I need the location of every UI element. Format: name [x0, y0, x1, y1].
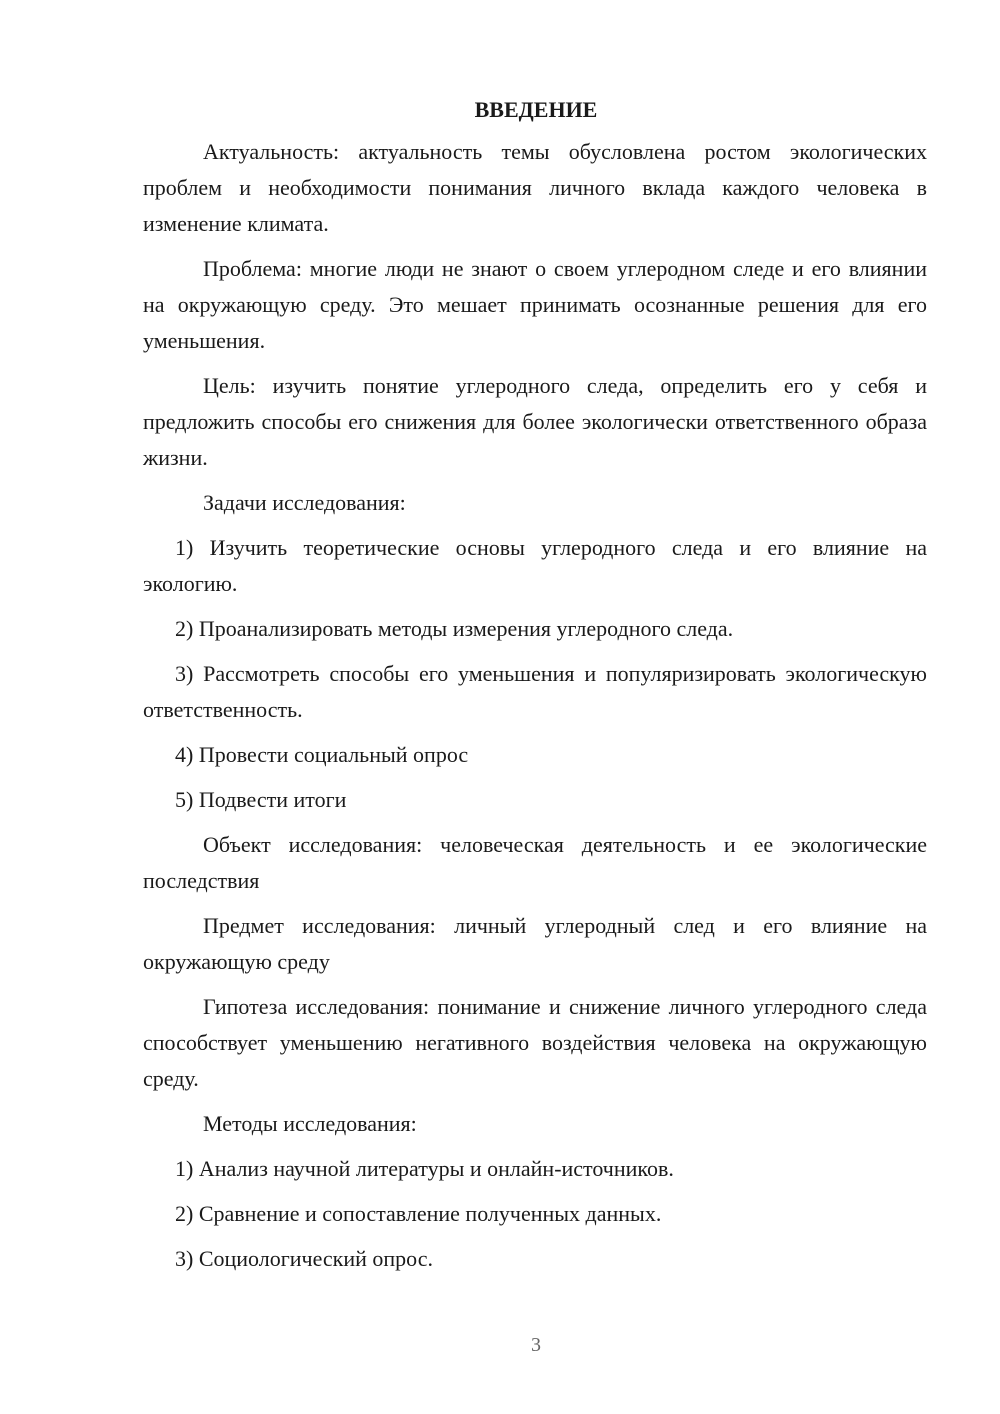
- relevance-paragraph: Актуальность: актуальность темы обусловлена ростом экологических проблем и необходимости понимания личного вклада каждого человека в изменение климата.: [143, 139, 927, 236]
- object-paragraph: Объект исследования: человеческая деятельность и ее экологические последствия: [143, 832, 927, 893]
- method-item: 2) Сравнение и сопоставление полученных данных.: [175, 1201, 662, 1226]
- problem-paragraph: Проблема: многие люди не знают о своем углеродном следе и его влиянии на окружающую среду. Это мешает принимать осознанные решения для его уменьшения.: [143, 256, 927, 353]
- page-number: 3: [531, 1334, 541, 1356]
- task-item: 3) Рассмотреть способы его уменьшения и популяризировать экологическую ответственность.: [143, 661, 927, 722]
- methods-heading: Методы исследования:: [203, 1111, 417, 1136]
- hypothesis-paragraph: Гипотеза исследования: понимание и снижение личного углеродного следа способствует уменьшению негативного воздействия человека на окружающую среду.: [143, 994, 927, 1091]
- section-title: ВВЕДЕНИЕ: [474, 97, 598, 122]
- goal-paragraph: Цель: изучить понятие углеродного следа, определить его у себя и предложить способы его снижения для более экологически ответственного образа жизни.: [143, 373, 927, 470]
- tasks-heading: Задачи исследования:: [203, 490, 406, 515]
- document-page: [143, 92, 927, 1286]
- subject-paragraph: Предмет исследования: личный углеродный след и его влияние на окружающую среду: [143, 913, 927, 974]
- method-item: 1) Анализ научной литературы и онлайн-источников.: [175, 1156, 674, 1181]
- method-item: 3) Социологический опрос.: [175, 1246, 433, 1271]
- task-item: 4) Провести социальный опрос: [175, 742, 469, 767]
- task-item: 5) Подвести итоги: [175, 787, 347, 812]
- task-item: 1) Изучить теоретические основы углеродного следа и его влияние на экологию.: [143, 535, 927, 596]
- task-item: 2) Проанализировать методы измерения углеродного следа.: [175, 616, 734, 641]
